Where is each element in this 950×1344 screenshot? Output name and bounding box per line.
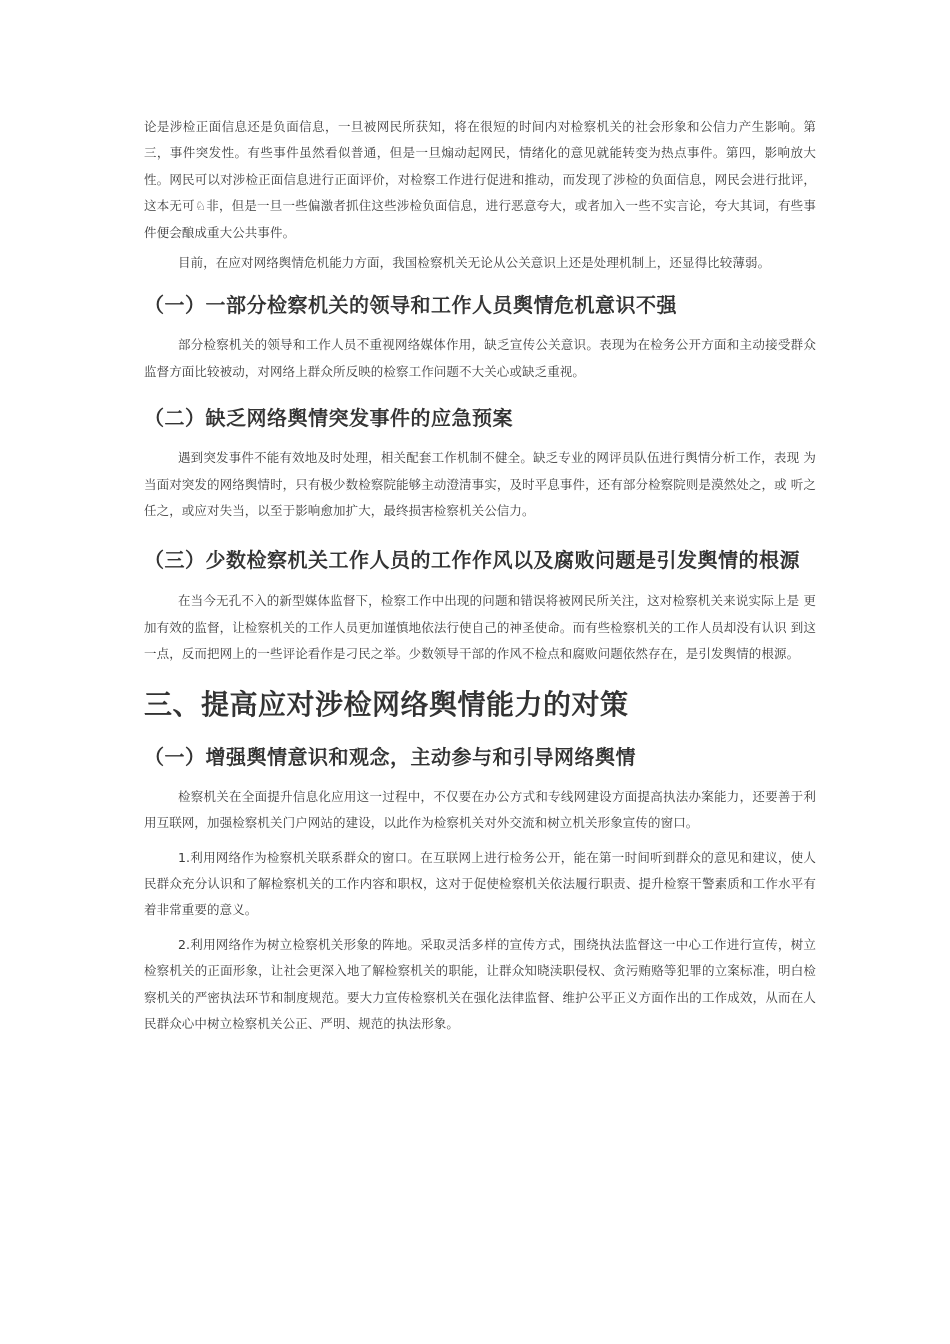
subheading-strengthen-awareness: （一）增强舆情意识和观念，主动参与和引导网络舆情 bbox=[144, 744, 636, 769]
paragraph-informatization: 检察机关在全面提升信息化应用这一过程中，不仅要在办公方式和专线网建设方面提高执法办案能力，还要善于利用互联网，加强检察机关门户网站的建设，以此作为检察机关对外交流和树立机关形象宣传的窗口。 bbox=[144, 788, 816, 831]
paragraph-work-style: 在当今无孔不入的新型媒体监督下，检察工作中出现的问题和错误将被网民所关注，这对检察机关来说实际上是 更加有效的监督，让检察机关的工作人员更加谨慎地依法行使自己的神圣使命。而有些检察机关的工作人员却没有认识 到这一点，反而把网上的一些评论看作是刁民之举。少数领导干部的作风不检点和腐败问题依然存在，是引发舆情的根源。 bbox=[144, 593, 816, 662]
subheading-1-awareness: （一）一部分检察机关的领导和工作人员舆情危机意识不强 bbox=[144, 293, 677, 318]
paragraph-item-1-window: 1.利用网络作为检察机关联系群众的窗口。在互联网上进行检务公开，能在第一时间听到群众的意见和建议，使人民群众充分认识和了解检察机关的工作内容和职权，这对于促使检察机关依法履行职责、提升检察干警素质和工作水平有着非常重要的意义。 bbox=[144, 849, 816, 918]
paragraph-contingency: 遇到突发事件不能有效地及时处理，相关配套工作机制不健全。缺乏专业的网评员队伍进行舆情分析工作，表现 为当面对突发的网络舆情时，只有极少数检察院能够主动澄清事实，及时平息事件，还有部分检察院则是漠然处之，或 听之任之，或应对失当，以至于影响愈加扩大，最终损害检察机关公信力。 bbox=[144, 450, 816, 519]
paragraph-item-2-position: 2.利用网络作为树立检察机关形象的阵地。采取灵活多样的宣传方式，围绕执法监督这一中心工作进行宣传，树立检察机关的正面形象，让社会更深入地了解检察机关的职能，让群众知晓渎职侵权、贪污贿赂等犯罪的立案标准，明白检察机关的严密执法环节和制度规范。要大力宣传检察机关在强化法律监督、维护公平正义方面作出的工作成效，从而在人民群众心中树立检察机关公正、严明、规范的执法形象。 bbox=[144, 936, 816, 1031]
section-heading-3-countermeasures: 三、提高应对涉检网络舆情能力的对策 bbox=[144, 687, 629, 721]
document-page bbox=[144, 114, 816, 1037]
paragraph-current-status: 目前，在应对网络舆情危机能力方面，我国检察机关无论从公关意识上还是处理机制上，还显得比较薄弱。 bbox=[178, 255, 771, 271]
subheading-2-contingency: （二）缺乏网络舆情突发事件的应急预案 bbox=[144, 406, 513, 431]
subheading-3-work-style: （三）少数检察机关工作人员的工作作风以及腐败问题是引发舆情的根源 bbox=[144, 548, 800, 573]
paragraph-continuation: 论是涉检正面信息还是负面信息，一旦被网民所获知，将在很短的时间内对检察机关的社会形象和公信力产生影响。第三，事件突发性。有些事件虽然看似普通，但是一旦煽动起网民，情绪化的意见就能转变为热点事件。第四，影响放大性。网民可以对涉检正面信息进行正面评价，对检察工作进行促进和推动，而发现了涉检的负面信息，网民会进行批评， 这本无可♘非，但是一旦一些偏激者抓住这些涉检负面信息，进行恶意夸大，或者加入一些不实言论，夸大其词，有些事件便会酿成重大公共事件。 bbox=[144, 119, 816, 240]
paragraph-awareness: 部分检察机关的领导和工作人员不重视网络媒体作用，缺乏宣传公关意识。表现为在检务公开方面和主动接受群众监督方面比较被动，对网络上群众所反映的检察工作问题不大关心或缺乏重视。 bbox=[144, 337, 816, 379]
